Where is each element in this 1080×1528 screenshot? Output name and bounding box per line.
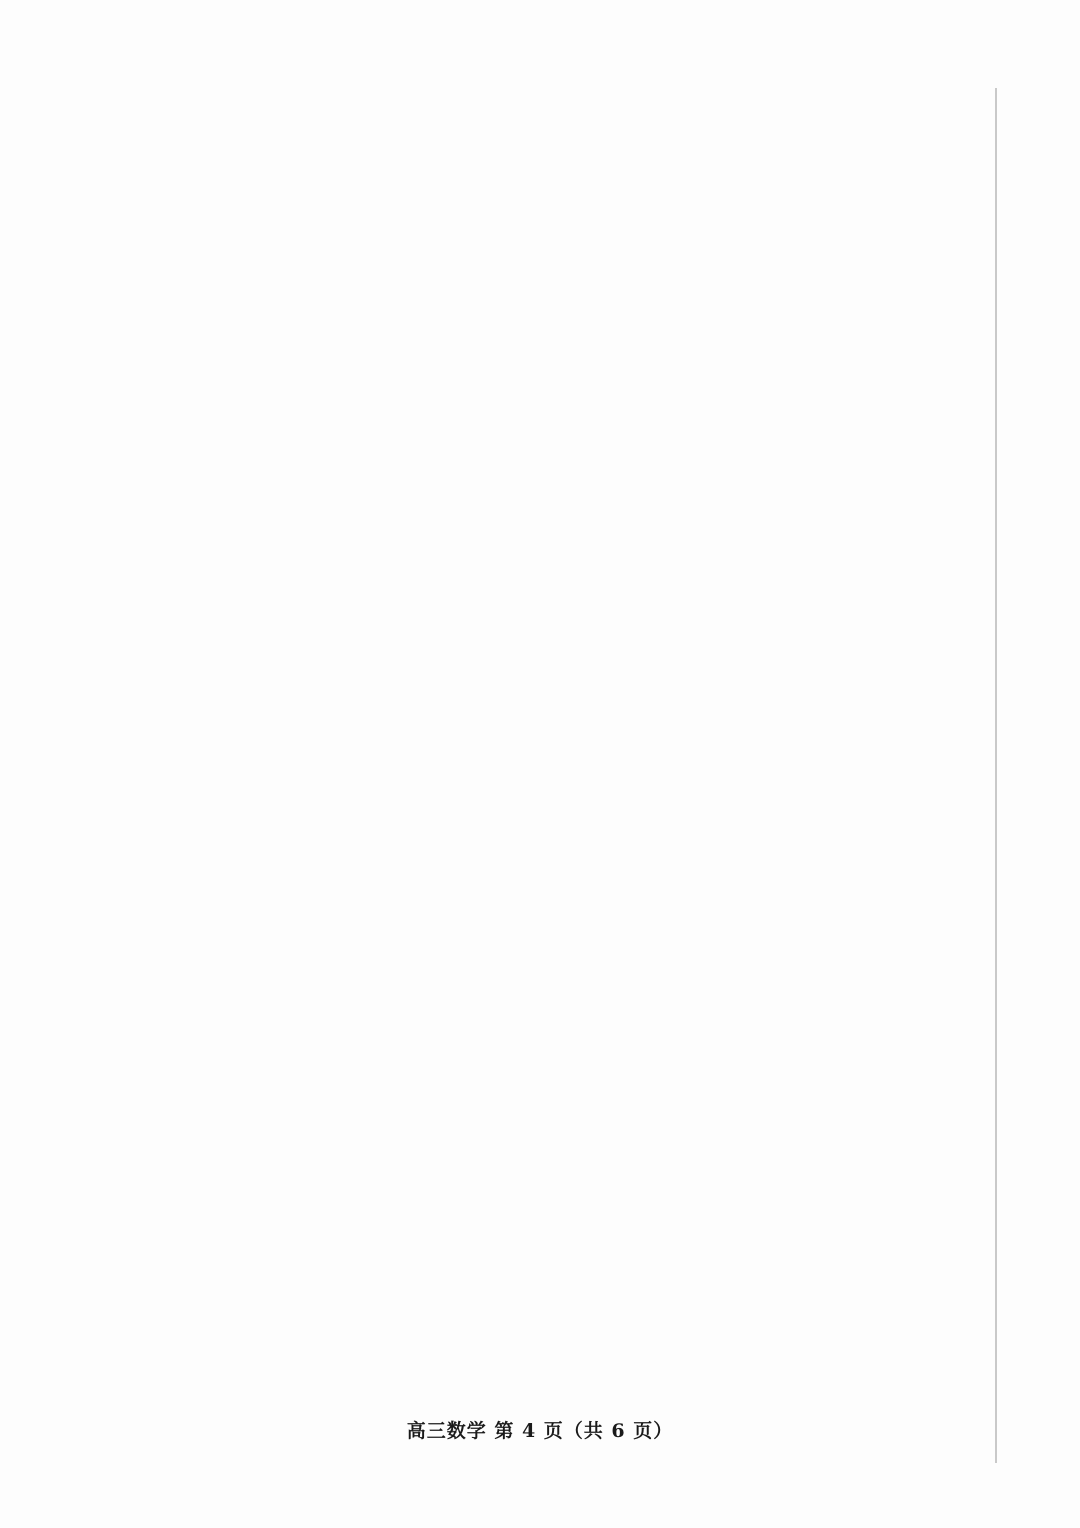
page-footer: 高三数学 第 4 页（共 6 页） xyxy=(406,1420,674,1442)
page-edge-shadow xyxy=(995,88,997,1463)
